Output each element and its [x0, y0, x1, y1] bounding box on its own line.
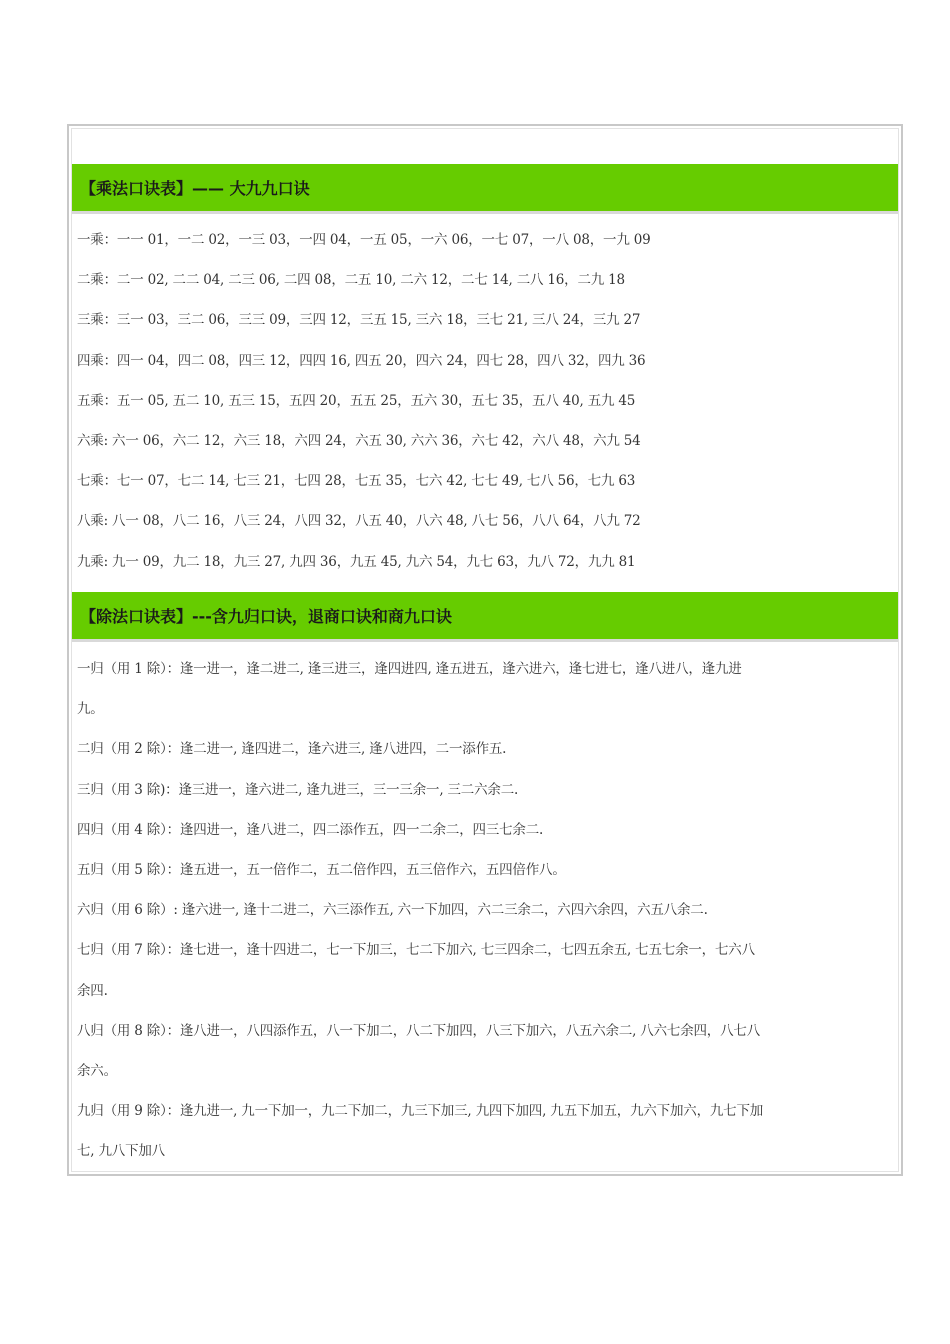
division-row-1: 一归（用 1 除）：逢一进一，逢二进二, 逢三进三，逢四进四, 逢五进五，逢六进六，逢七进七，逢八进八，逢九进 — [77, 661, 742, 677]
division-row-9: 九归（用 9 除）：逢九进一, 九一下加一，九二下加二，九三下加三, 九四下加四, 九五下加五，九六下加六，九七下加 — [77, 1103, 764, 1120]
multiplication-title: 【乘法口诀表】—— 大九九口诀 — [80, 179, 310, 198]
multiplication-row-9: 九乘: 九一 09，九二 18，九三 27, 九四 36，九五 45, 九六 54，九七 63，九八 72，九九 81 — [77, 553, 636, 570]
division-title: 【除法口诀表】---含九归口诀，退商口诀和商九口诀 — [80, 607, 452, 626]
division-table — [77, 659, 897, 1181]
division-row-1-cont: 九。 — [77, 701, 104, 718]
division-row-9-cont: 七, 九八下加八 — [77, 1143, 165, 1160]
multiplication-row-3: 三乘：三一 03，三二 06，三三 09，三四 12，三五 15, 三六 18，三七 21, 三八 24，三九 27 — [77, 312, 641, 329]
division-row-3: 三归（用 3 除)：逢三进一，逢六进二, 逢九进三，三一三余一, 三二六余二. — [77, 781, 519, 798]
division-row-2: 二归（用 2 除）：逢二进一, 逢四进二，逢六进三, 逢八进四，二一添作五. — [77, 741, 507, 758]
multiplication-row-8: 八乘: 八一 08，八二 16，八三 24，八四 32，八五 40，八六 48, 八七 56，八八 64，八九 72 — [77, 513, 641, 530]
multiplication-row-7: 七乘：七一 07，七二 14, 七三 21，七四 28，七五 35，七六 42, 七七 49, 七八 56，七九 63 — [77, 473, 636, 490]
multiplication-row-5: 五乘：五一 05, 五二 10, 五三 15，五四 20，五五 25，五六 30，五七 35，五八 40, 五九 45 — [77, 392, 636, 409]
division-row-5: 五归（用 5 除）：逢五进一，五一倍作二，五二倍作四，五三倍作六，五四倍作八。 — [77, 861, 566, 878]
division-row-8-cont: 余六。 — [77, 1062, 117, 1079]
division-row-7-cont: 余四. — [77, 982, 108, 999]
division-row-7: 七归（用 7 除）：逢七进一，逢十四进二，七一下加三，七二下加六, 七三四余二，七四五余五, 七五七余一，七六八 — [77, 942, 755, 959]
multiplication-header — [72, 164, 898, 214]
division-row-8: 八归（用 8 除）：逢八进一，八四添作五，八一下加二，八二下加四，八三下加六，八五六余二, 八六七余四，八七八 — [77, 1022, 761, 1039]
multiplication-row-2: 二乘：二一 02, 二二 04, 二三 06, 二四 08，二五 10, 二六 12，二七 14, 二八 16，二九 18 — [77, 272, 625, 289]
multiplication-row-1: 一乘：一一 01，一二 02，一三 03，一四 04，一五 05，一六 06，一七 07，一八 08，一九 09 — [77, 232, 651, 248]
content-frame — [67, 124, 903, 1176]
multiplication-table — [77, 230, 897, 592]
division-header — [72, 592, 898, 642]
division-row-4: 四归（用 4 除）：逢四进一，逢八进二，四二添作五，四一二余二，四三七余二. — [77, 821, 544, 838]
division-row-6: 六归（用 6 除）: 逢六进一, 逢十二进二，六三添作五, 六一下加四，六二三余二，六四六余四，六五八余二. — [77, 902, 708, 919]
multiplication-row-4: 四乘：四一 04，四二 08，四三 12，四四 16, 四五 20，四六 24，四七 28，四八 32，四九 36 — [77, 352, 646, 369]
multiplication-row-6: 六乘: 六一 06，六二 12，六三 18，六四 24，六五 30, 六六 36，六七 42，六八 48，六九 54 — [77, 432, 641, 449]
